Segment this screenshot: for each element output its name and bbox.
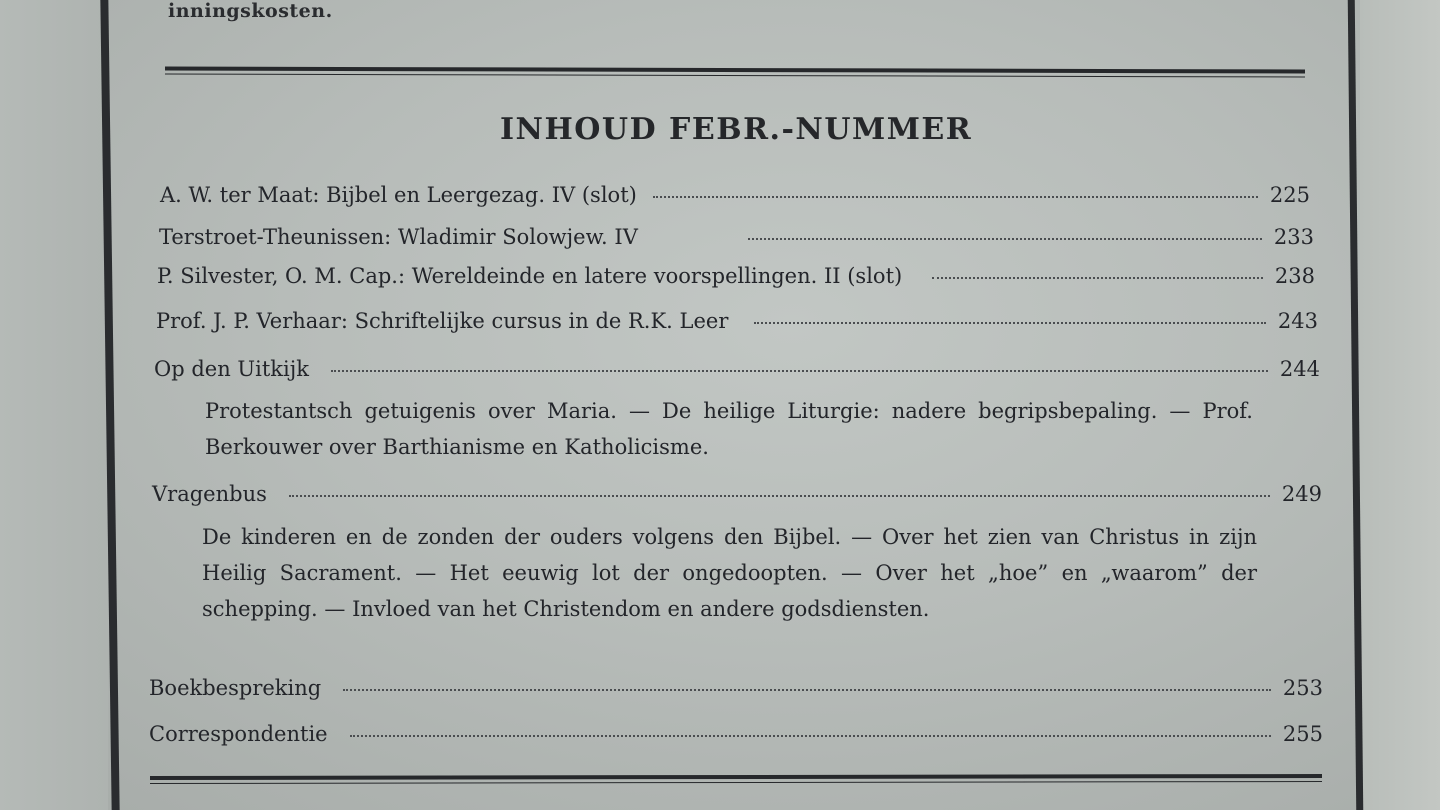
toc-entry-title: Prof. J. P. Verhaar: Schriftelijke cursus in de R.K. Leer [156, 309, 729, 333]
toc-entry-page: 249 [1281, 482, 1322, 506]
leader-dots [653, 196, 1258, 198]
leader-dots [932, 277, 1263, 279]
leader-dots [350, 735, 1271, 737]
toc-entry-page: 243 [1277, 309, 1318, 333]
toc-entry-description: Protestantsch getuigenis over Maria. — De heilige Liturgie: nadere begripsbepaling. — Prof. Berkouwer over Barthianisme en Katholicisme. [205, 399, 1253, 459]
toc-entry-title: Correspondentie [149, 722, 328, 746]
leader-dots [748, 238, 1262, 240]
leader-dots [331, 370, 1268, 372]
toc-entry-page: 238 [1274, 264, 1315, 288]
toc-entry-description: De kinderen en de zonden der ouders volgens den Bijbel. — Over het zien van Christus in zijn Heilig Sacrament. — Het eeuwig lot der ongedoopten. — Over het „hoe” en „waarom” der schepping. — Invloed van het Christendom en andere godsdiensten. [202, 525, 1257, 621]
right-margin [1360, 0, 1440, 810]
toc-entry [149, 676, 1323, 700]
toc-entry-page: 255 [1282, 722, 1323, 746]
toc-entry-page: 253 [1282, 676, 1323, 700]
toc-entry-title: A. W. ter Maat: Bijbel en Leergezag. IV (slot) [160, 183, 637, 207]
toc-entry-page: 233 [1273, 225, 1314, 249]
toc-entry-title: Op den Uitkijk [154, 357, 309, 381]
leader-dots [754, 322, 1266, 324]
leader-dots [289, 495, 1270, 497]
left-margin [0, 0, 108, 810]
toc-entry-title: P. Silvester, O. M. Cap.: Wereldeinde en latere voorspellingen. II (slot) [157, 264, 903, 288]
leader-dots [343, 689, 1271, 691]
toc-entry [154, 357, 1320, 381]
contents-heading: INHOUD FEBR.-NUMMER [500, 112, 973, 147]
toc-entry-title: Vragenbus [152, 482, 267, 506]
toc-entry [149, 722, 1323, 746]
previous-section-text: inningskosten. [168, 0, 333, 22]
toc-entry [152, 482, 1322, 506]
toc-entry-page: 244 [1279, 357, 1320, 381]
toc-entry-title: Boekbespreking [149, 676, 322, 700]
toc-entry [160, 183, 1310, 207]
toc-entry-title: Terstroet-Theunissen: Wladimir Solowjew. IV [159, 225, 638, 249]
toc-entry [157, 264, 1315, 288]
toc-entry-page: 225 [1269, 183, 1310, 207]
toc-entry [159, 225, 1314, 249]
toc-entry [156, 309, 1318, 333]
